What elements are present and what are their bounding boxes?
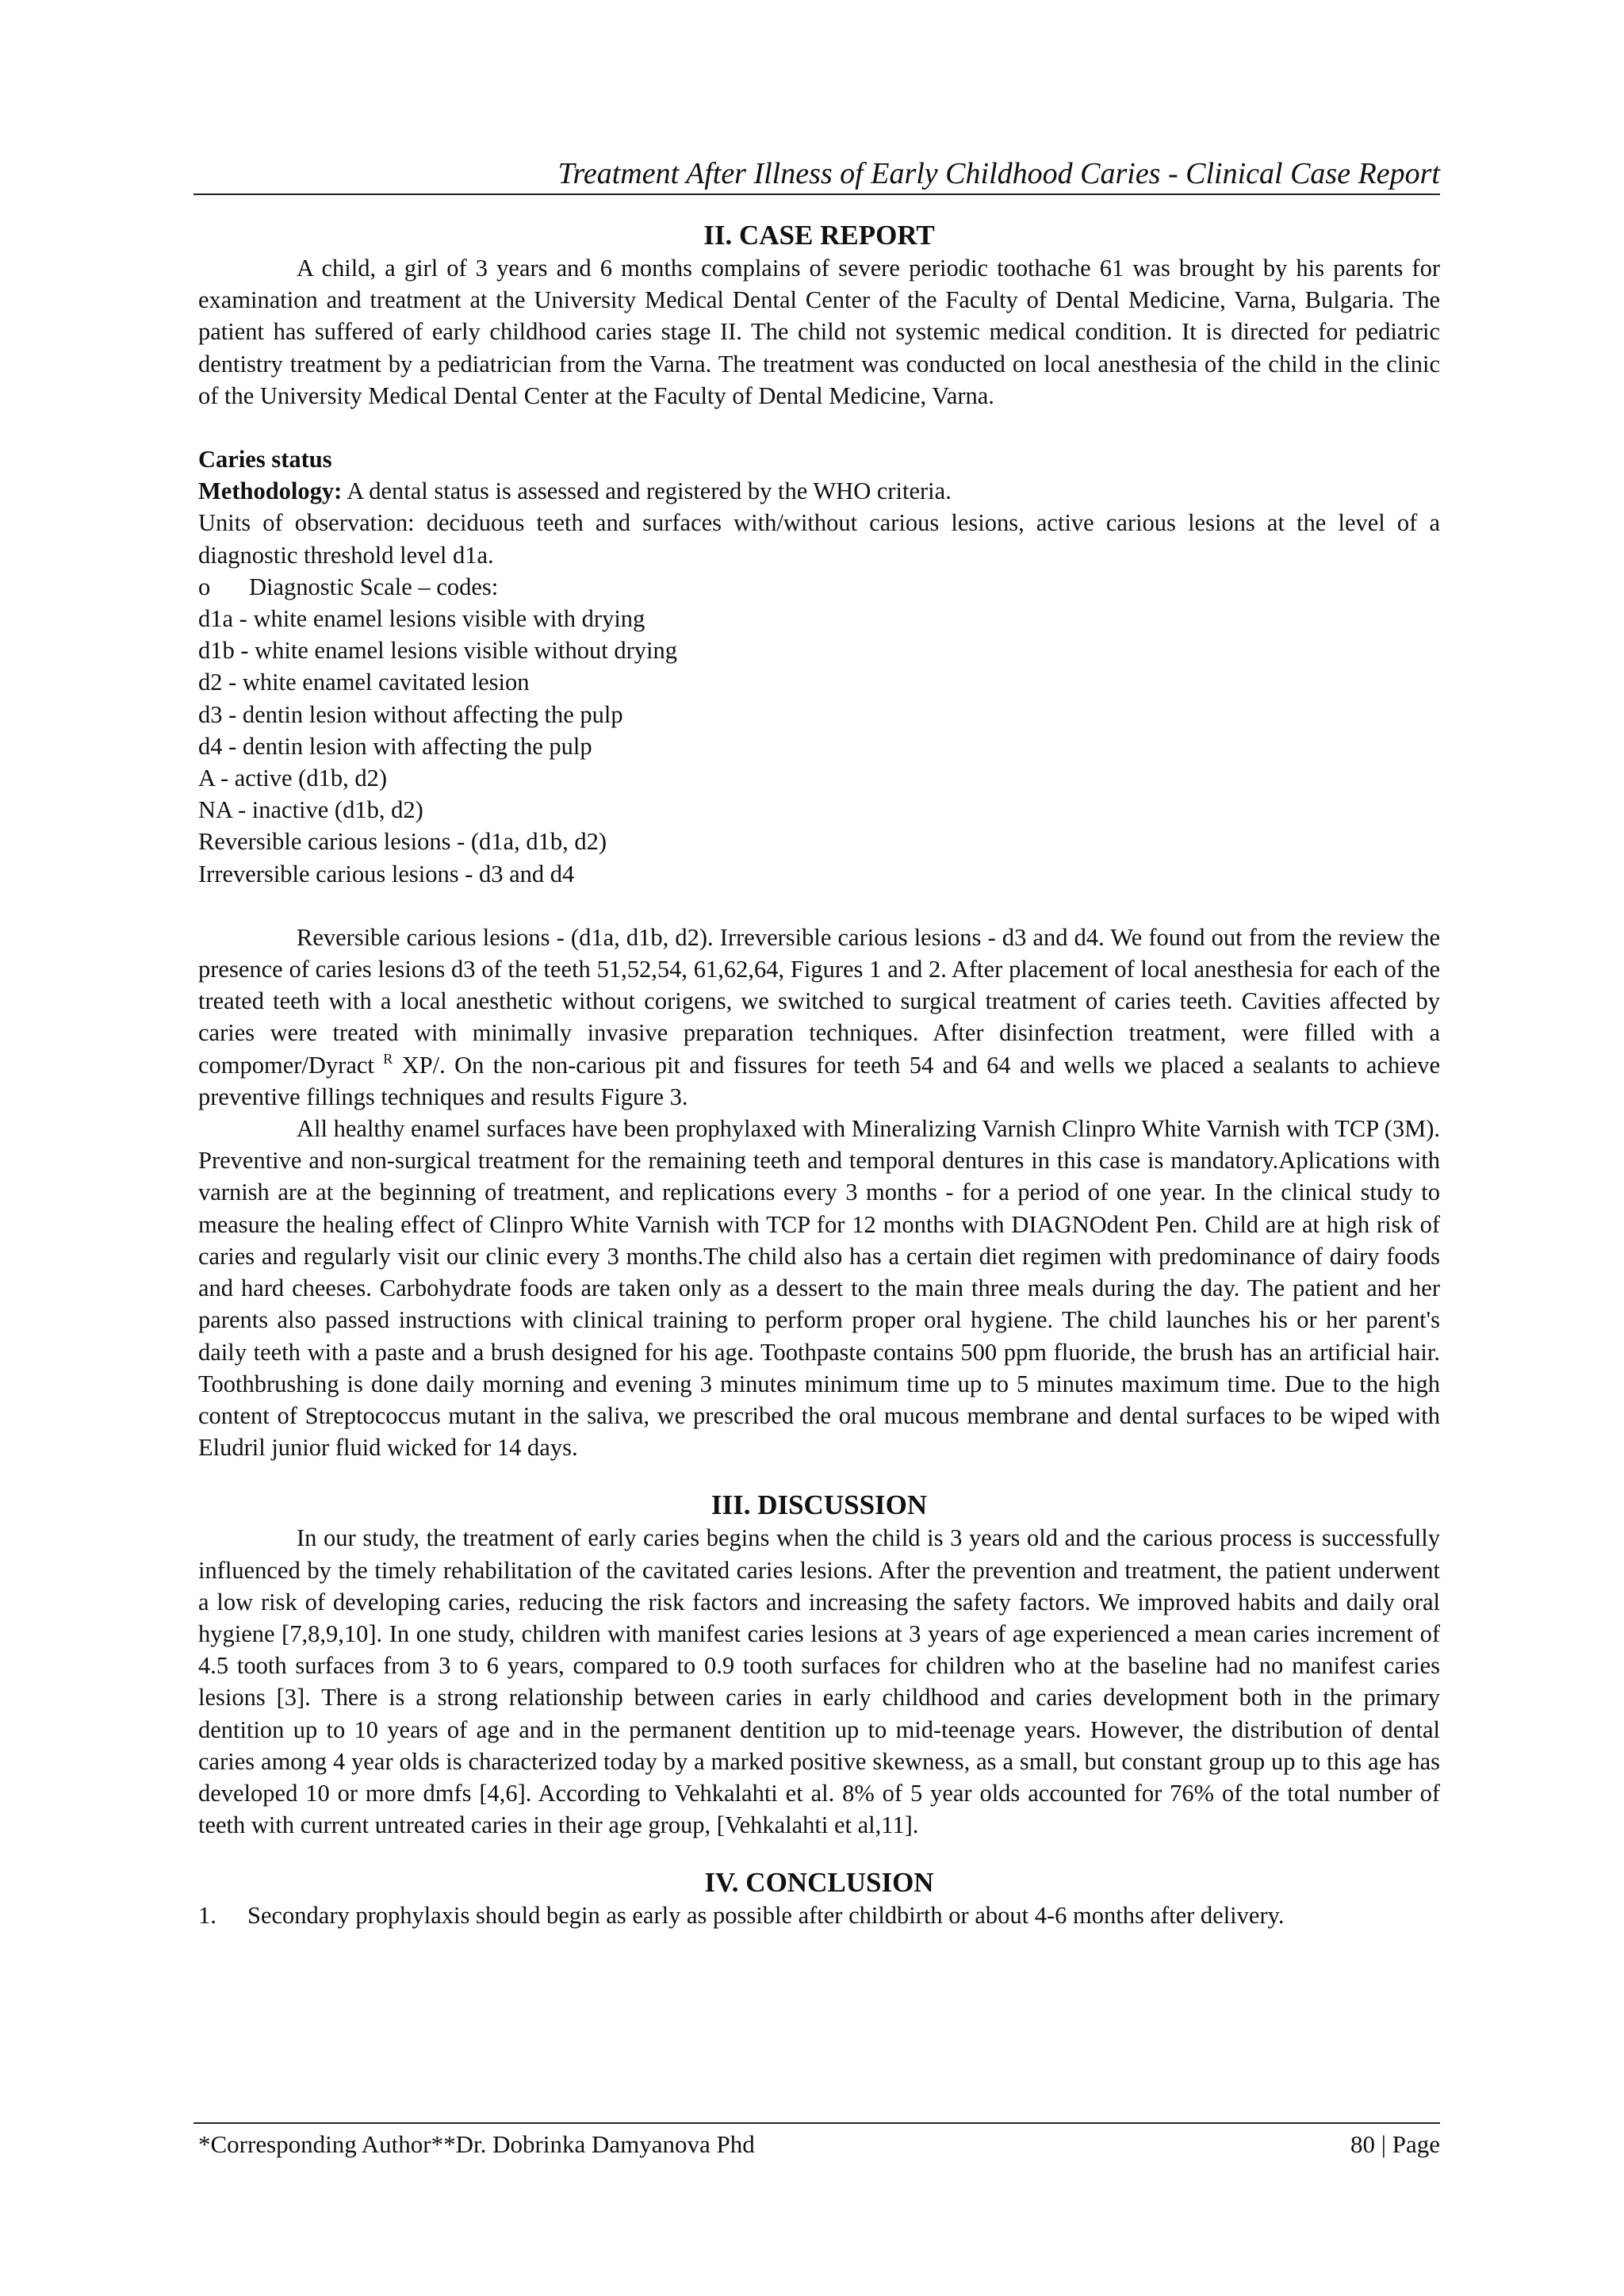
code-reversible: Reversible carious lesions - (d1a, d1b, d2) (198, 828, 607, 856)
methodology-line (198, 475, 1440, 507)
spacer (198, 890, 1440, 922)
treatment-text: Reversible carious lesions - (d1a, d1b, d2). Irreversible carious lesions - d3 and d4. We found out from the review the presence of caries lesions d3 of the teeth 51,52,54, 61,62,64, Figures 1 and 2. After placement of local anesthesia for each of the treated teeth with a local anesthetic without corigens, we switched to surgical treatment of caries teeth. Cavities affected by caries were treated with minimally invasive preparation techniques. After disinfection treatment, were filled with a compomer/Dyract (198, 923, 1440, 1079)
treatment-paragraph-2: All healthy enamel surfaces have been prophylaxed with Mineralizing Varnish Clinpro White Varnish with TCP (3M). Preventive and non-surgical treatment for the remaining teeth and temporal dentures in this case is mandatory.Aplications with varnish are at the beginning of treatment, and replications every 3 months - for a period of one year. In the clinical study to measure the healing effect of Clinpro White Varnish with TCP for 12 months with DIAGNOdent Pen. Child are at high risk of caries and regularly visit our clinic every 3 months.The child also has a certain diet regimen with predominance of dairy foods and hard cheeses. Carbohydrate foods are taken only as a dessert to the main three meals during the day. The patient and her parents also passed instructions with clinical training to perform proper oral hygiene. The child launches his or her parent's daily teeth with a paste and a brush designed for his age. Toothpaste contains 500 ppm fluoride, the brush has an artificial hair. Toothbrushing is done daily morning and evening 3 minutes minimum time up to 5 minutes maximum time. Due to the high content of Streptococcus mutant in the saliva, we prescribed the oral mucous membrane and dental surfaces to be wiped with Eludril junior fluid wicked for 14 days. (198, 1115, 1440, 1462)
diagnostic-scale-title: Diagnostic Scale – codes: (249, 573, 499, 600)
bullet-icon: o (198, 573, 211, 600)
document-body (198, 219, 1440, 1932)
case-report-paragraph: A child, a girl of 3 years and 6 months complains of severe periodic toothache 61 was brought by his parents for examination and treatment at the University Medical Dental Center of the Faculty of Dental Medicine, Varna, Bulgaria. The patient has suffered of early childhood caries stage II. The child not systemic medical condition. It is directed for pediatric dentistry treatment by a pediatrician from the Varna. The treatment was conducted on local anesthesia of the child in the clinic of the University Medical Dental Center at the Faculty of Dental Medicine, Varna. (198, 255, 1440, 409)
spacer (198, 1463, 1440, 1489)
header-rule (193, 194, 1440, 195)
conclusion-item-1 (198, 1899, 1440, 1931)
conclusion-item-text: Secondary prophylaxis should begin as early as possible after childbirth or about 4-6 months after delivery. (247, 1902, 1285, 1930)
methodology-text: A dental status is assessed and registered by the WHO criteria. (342, 477, 952, 505)
methodology-label: Methodology: (198, 477, 343, 505)
running-title: Treatment After Illness of Early Childhood Caries - Clinical Case Report (557, 157, 1440, 190)
discussion-paragraph: In our study, the treatment of early caries begins when the child is 3 years old and the carious process is successfully influenced by the timely rehabilitation of the cavitated caries lesions. After the prevention and treatment, the patient underwent a low risk of developing caries, reducing the risk factors and increasing the safety factors. We improved habits and daily oral hygiene [7,8,9,10]. In one study, children with manifest caries lesions at 3 years of age experienced a mean caries increment of 4.5 tooth surfaces from 3 to 6 years, compared to 0.9 tooth surfaces for children who at the baseline had no manifest caries lesions [3]. There is a strong relationship between caries in early childhood and caries development both in the primary dentition up to 10 years of age and in the permanent dentition up to mid-teenage years. However, the distribution of dental caries among 4 year olds is characterized today by a marked positive skewness, as a small, but constant group up to this age has developed 10 or more dmfs [4,6]. According to Vehkalahti et al. 8% of 5 year olds accounted for 76% of the total number of teeth with current untreated caries in their age group, [Vehkalahti et al,11]. (198, 1524, 1440, 1839)
treatment-paragraph-1 (198, 922, 1440, 1113)
code-d1b: d1b - white enamel lesions visible without drying (198, 637, 677, 665)
code-active: A - active (d1b, d2) (198, 765, 387, 792)
case-report-heading: II. CASE REPORT (703, 220, 935, 251)
list-number: 1. (198, 1902, 216, 1930)
discussion-heading: III. DISCUSSION (710, 1489, 928, 1521)
conclusion-heading: IV. CONCLUSION (704, 1867, 934, 1899)
code-d4: d4 - dentin lesion with affecting the pulp (198, 732, 592, 760)
code-inactive: NA - inactive (d1b, d2) (198, 796, 423, 824)
code-irreversible: Irreversible carious lesions - d3 and d4 (198, 860, 575, 887)
treatment-text-cont: XP/. On the non-carious pit and fissures for teeth 54 and 64 and wells we placed a sealants to achieve preventive fillings techniques and results Figure 3. (198, 1051, 1441, 1110)
page-number: 80 | Page (1350, 2130, 1440, 2158)
code-d1a: d1a - white enamel lesions visible with drying (198, 605, 645, 633)
spacer (198, 412, 1440, 443)
corresponding-author: *Corresponding Author**Dr. Dobrinka Damyanova Phd (198, 2130, 755, 2158)
spacer (198, 1841, 1440, 1866)
registered-mark: R (383, 1050, 393, 1067)
page-footer (198, 2129, 1440, 2160)
code-d3: d3 - dentin lesion without affecting the pulp (198, 700, 623, 728)
units-of-observation: Units of observation: deciduous teeth and surfaces with/without carious lesions, active carious lesions at the level of a diagnostic threshold level d1a. (198, 509, 1440, 569)
diagnostic-scale-item (198, 571, 1440, 603)
caries-status-title: Caries status (198, 446, 332, 473)
footer-rule (193, 2122, 1440, 2124)
code-d2: d2 - white enamel cavitated lesion (198, 669, 530, 696)
